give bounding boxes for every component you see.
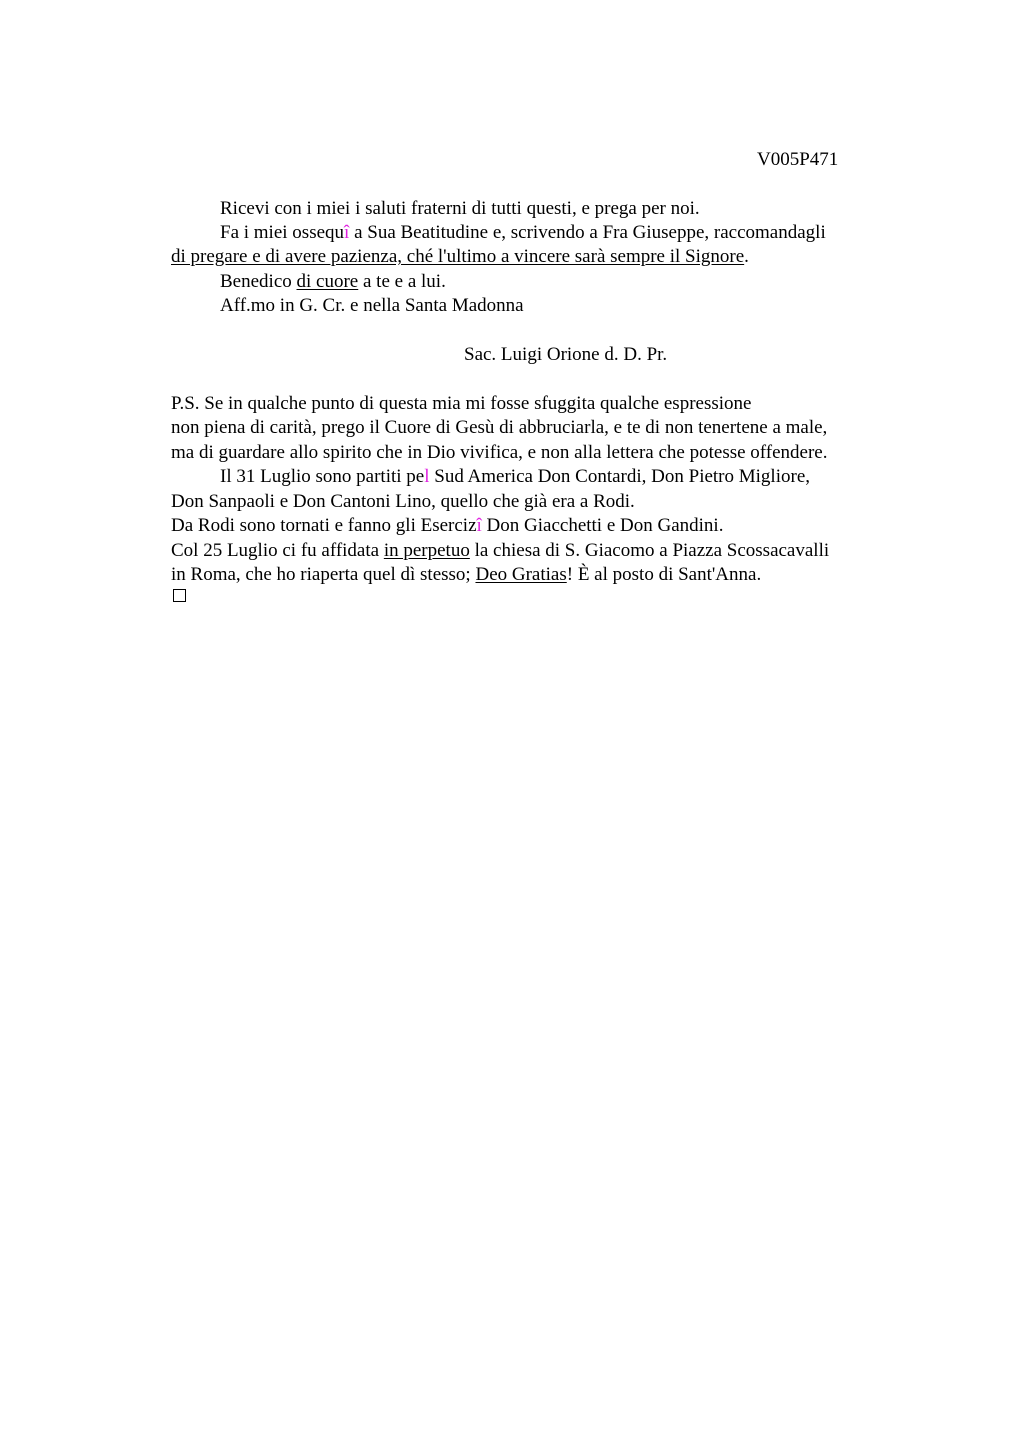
text-segment: Benedico bbox=[220, 271, 297, 292]
postscript-line-4 bbox=[220, 465, 810, 489]
text-segment: . bbox=[744, 246, 749, 267]
postscript-line-5: Don Sanpaoli e Don Cantoni Lino, quello che già era a Rodi. bbox=[171, 491, 635, 512]
text-segment: a Sua Beatitudine e, scrivendo a Fra Giuseppe, raccomandagli bbox=[349, 222, 826, 243]
text-segment: Col 25 Luglio ci fu affidata bbox=[171, 540, 384, 561]
text-segment: la chiesa di S. Giacomo a Piazza Scossacavalli bbox=[469, 540, 830, 561]
underlined-text: di pregare e di avere pazienza, ché l'ultimo a vincere sarà sempre il Signore bbox=[171, 246, 745, 267]
paragraph-line-3 bbox=[171, 245, 749, 269]
signature: Sac. Luigi Orione d. D. Pr. bbox=[464, 344, 668, 365]
postscript-line-2: non piena di carità, prego il Cuore di Gesù di abbruciarla, e te di non tenertene a male, bbox=[171, 417, 828, 438]
highlighted-char: î bbox=[476, 515, 482, 536]
postscript-line-1: P.S. Se in qualche punto di questa mia mi fosse sfuggita qualche espressione bbox=[171, 393, 752, 414]
text-segment: a te e a lui. bbox=[358, 271, 446, 292]
highlighted-char: î bbox=[344, 222, 350, 243]
underlined-text: Deo Gratias bbox=[475, 564, 567, 585]
closing-line: Aff.mo in G. Cr. e nella Santa Madonna bbox=[220, 295, 524, 316]
paragraph-line-4 bbox=[220, 270, 446, 294]
text-segment: Fa i miei ossequ bbox=[220, 222, 345, 243]
text-segment: Il 31 Luglio sono partiti pe bbox=[220, 466, 425, 487]
highlighted-char: l bbox=[424, 466, 430, 487]
postscript-line-6 bbox=[171, 514, 723, 538]
paragraph-line-1: Ricevi con i miei i saluti fraterni di tutti questi, e prega per noi. bbox=[220, 198, 700, 219]
postscript-line-8 bbox=[171, 563, 761, 587]
text-segment: Da Rodi sono tornati e fanno gli Eserciz bbox=[171, 515, 477, 536]
square-box-icon bbox=[173, 589, 186, 602]
text-segment: ! È al posto di Sant'Anna. bbox=[566, 564, 762, 585]
underlined-text: in perpetuo bbox=[383, 540, 470, 561]
text-segment: in Roma, che ho riaperta quel dì stesso; bbox=[171, 564, 476, 585]
postscript-line-7 bbox=[171, 539, 829, 563]
underlined-text: di cuore bbox=[296, 271, 359, 292]
text-segment: Sud America Don Contardi, Don Pietro Migliore, bbox=[429, 466, 810, 487]
document-id: V005P471 bbox=[757, 149, 839, 170]
paragraph-line-2 bbox=[220, 221, 826, 245]
text-segment: Don Giacchetti e Don Gandini. bbox=[481, 515, 724, 536]
postscript-line-3: ma di guardare allo spirito che in Dio vivifica, e non alla lettera che potesse offendere. bbox=[171, 442, 828, 463]
